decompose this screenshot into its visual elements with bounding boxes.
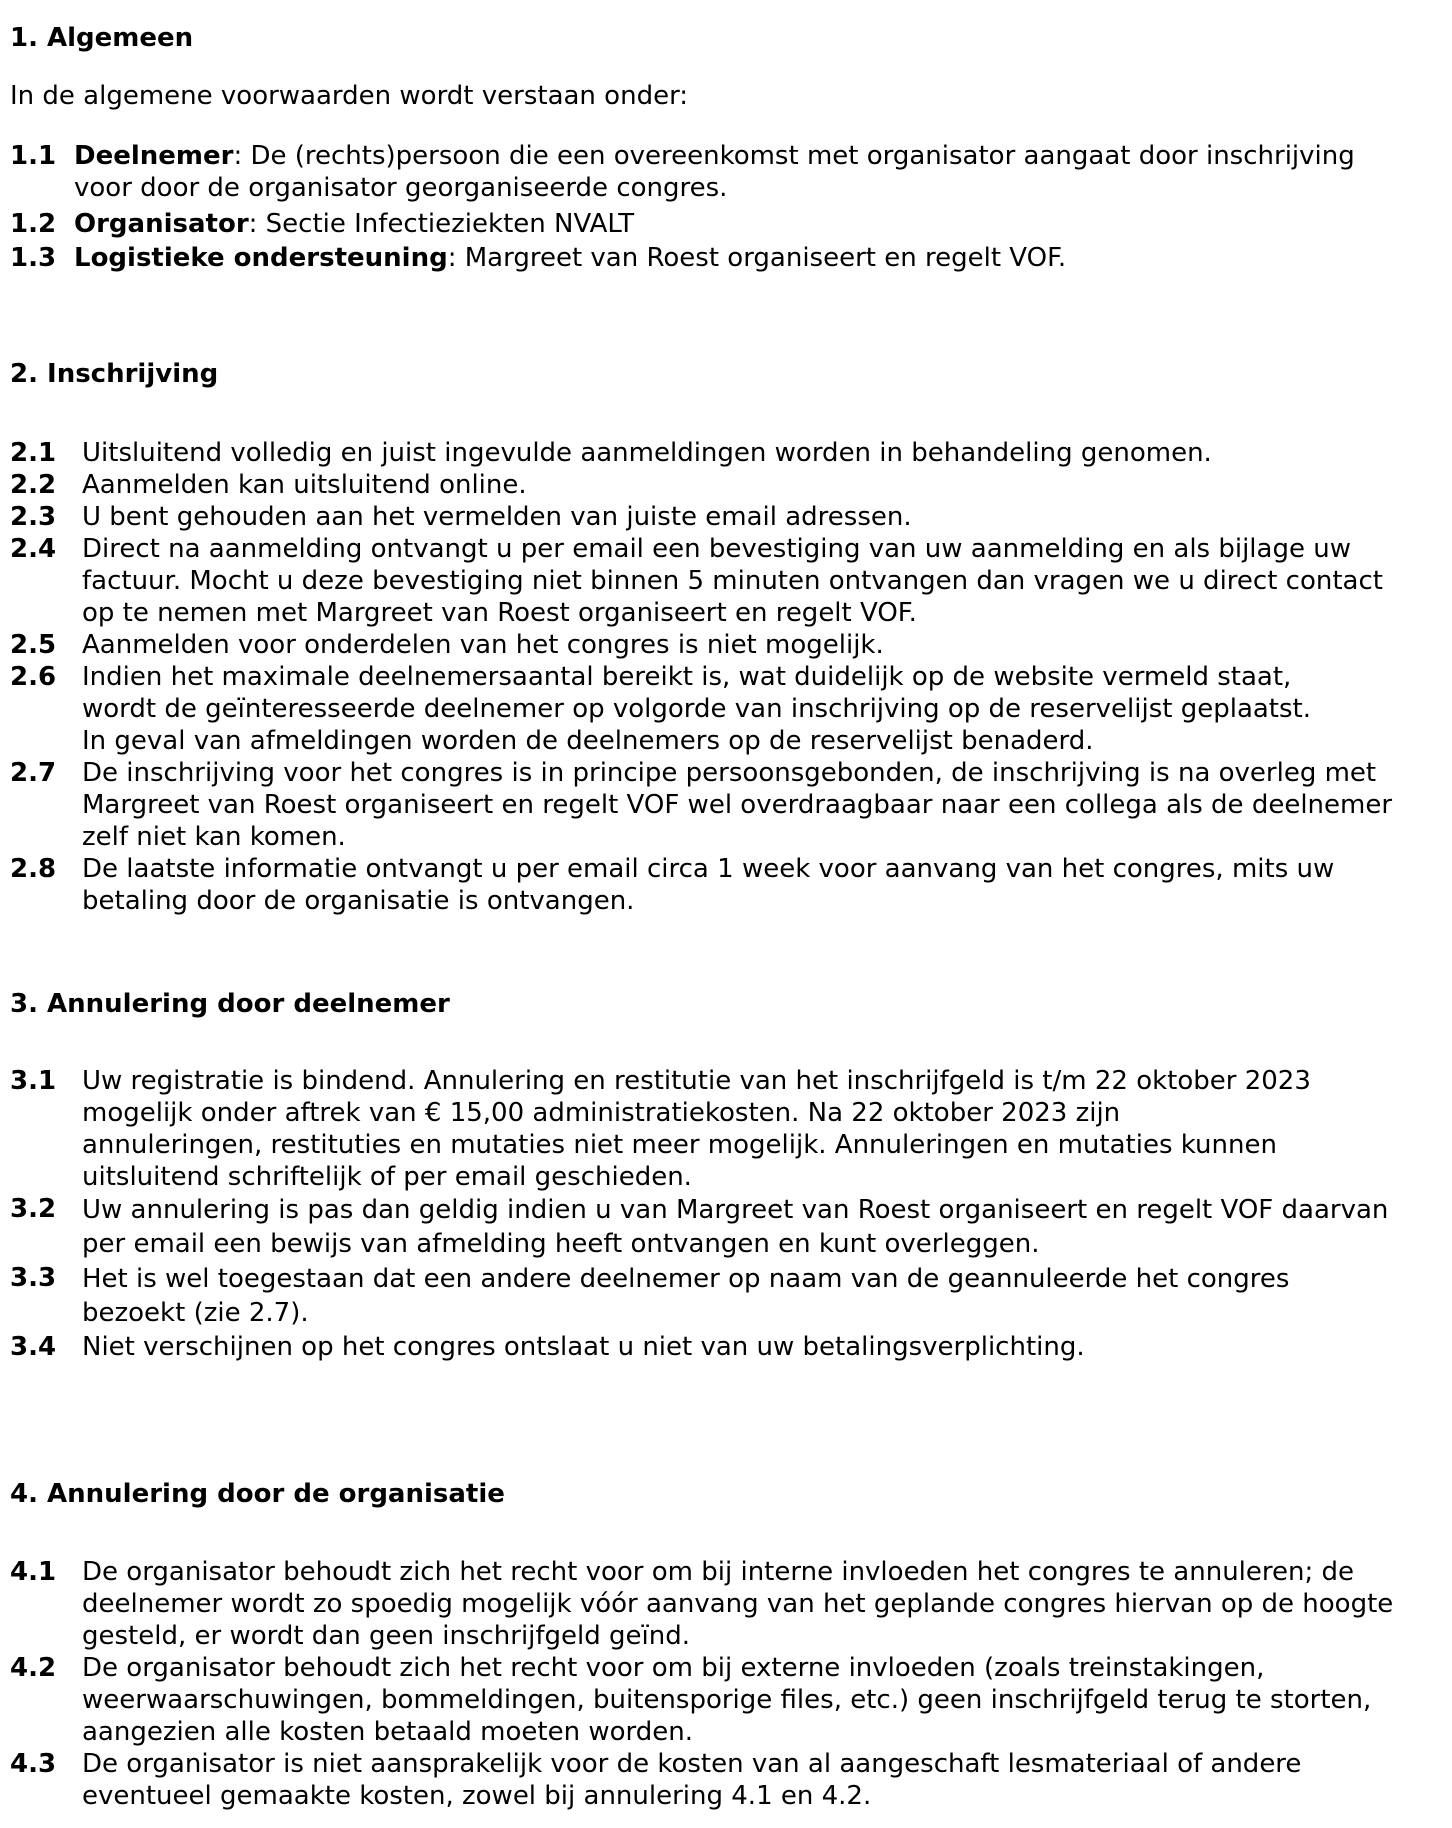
clause-number: 1.1: [10, 141, 57, 171]
clause-2-1: [10, 437, 1430, 469]
clause-line: Aanmelden voor onderdelen van het congres is niet mogelijk.: [82, 630, 884, 660]
clause-number: 2.1: [10, 438, 57, 468]
clause-2-4: [10, 533, 1430, 629]
clause-2-8: [10, 853, 1430, 917]
clause-line: De organisator is niet aansprakelijk voor de kosten van al aangeschaft lesmateriaal of andere: [82, 1749, 1302, 1779]
clause-line: Het is wel toegestaan dat een andere deelnemer op naam van de geannuleerde het congres: [82, 1264, 1290, 1294]
clause-line: Aanmelden kan uitsluitend online.: [82, 470, 527, 500]
clause-line: De inschrijving voor het congres is in principe persoonsgebonden, de inschrijving is na overleg met: [82, 758, 1377, 788]
clause-line: betaling door de organisatie is ontvangen.: [82, 886, 635, 916]
clause-text: [82, 469, 1430, 501]
clause-line: Indien het maximale deelnemersaantal bereikt is, wat duidelijk op de website vermeld staat,: [82, 662, 1292, 692]
clause-term: Deelnemer: [74, 141, 234, 171]
clause-text: [74, 208, 1430, 240]
clause-text: [82, 1556, 1430, 1652]
clause-number: 2.3: [10, 502, 57, 532]
clause-4-3: [10, 1748, 1430, 1812]
clause-line: deelnemer wordt zo spoedig mogelijk vóór aanvang van het geplande congres hiervan op de hoogte: [82, 1589, 1394, 1619]
section-heading-algemeen: 1. Algemeen: [10, 23, 194, 53]
clause-3-4: [10, 1331, 1430, 1363]
clause-number: 3.4: [10, 1332, 57, 1362]
clause-line: weerwaarschuwingen, bommeldingen, buitensporige files, etc.) geen inschrijfgeld terug te storten,: [82, 1685, 1372, 1715]
clause-line: eventueel gemaakte kosten, zowel bij annulering 4.1 en 4.2.: [82, 1781, 872, 1811]
clause-line: : De (rechts)persoon die een overeenkomst met organisator aangaat door inschrijving: [233, 141, 1355, 171]
clause-line: factuur. Mocht u deze bevestiging niet binnen 5 minuten ontvangen dan vragen we u direct contact: [82, 566, 1383, 596]
clause-number: 4.3: [10, 1749, 57, 1779]
clause-number: 1.3: [10, 243, 57, 273]
clause-line: : Sectie Infectieziekten NVALT: [248, 209, 635, 239]
clause-3-1: [10, 1065, 1430, 1193]
clause-2-7: [10, 757, 1430, 853]
section-intro: In de algemene voorwaarden wordt verstaan onder:: [10, 81, 689, 111]
clause-line: wordt de geïnteresseerde deelnemer op volgorde van inschrijving op de reservelijst geplaatst.: [82, 694, 1312, 724]
clause-number: 2.5: [10, 630, 57, 660]
clause-line: De organisator behoudt zich het recht voor om bij interne invloeden het congres te annuleren; de: [82, 1557, 1355, 1587]
clause-term: Logistieke ondersteuning: [74, 243, 448, 273]
clause-text: [82, 853, 1430, 917]
clause-number: 3.2: [10, 1194, 57, 1224]
clause-number: 4.1: [10, 1557, 57, 1587]
clause-number: 4.2: [10, 1653, 57, 1683]
clause-text: [82, 533, 1430, 629]
clause-number: 1.2: [10, 209, 57, 239]
clause-1-1: [10, 140, 1430, 204]
clause-text: [82, 1748, 1430, 1812]
clause-line: per email een bewijs van afmelding heeft ontvangen en kunt overleggen.: [82, 1229, 1040, 1259]
clause-line: In geval van afmeldingen worden de deelnemers op de reservelijst benaderd.: [82, 726, 1094, 756]
section-heading-annulering-deelnemer: 3. Annulering door deelnemer: [10, 989, 450, 1019]
clause-line: mogelijk onder aftrek van € 15,00 administratiekosten. Na 22 oktober 2023 zijn: [82, 1098, 1121, 1128]
clause-4-1: [10, 1556, 1430, 1652]
clause-text: [82, 1652, 1430, 1748]
clause-line: Direct na aanmelding ontvangt u per email een bevestiging van uw aanmelding en als bijlage uw: [82, 534, 1351, 564]
clause-number: 2.2: [10, 470, 57, 500]
clause-line: annuleringen, restituties en mutaties niet meer mogelijk. Annuleringen en mutaties kunnen: [82, 1130, 1277, 1160]
clause-term: Organisator: [74, 209, 249, 239]
clause-number: 2.8: [10, 854, 57, 884]
clause-text: [82, 1262, 1430, 1330]
clause-line: bezoekt (zie 2.7).: [82, 1298, 309, 1328]
clause-text: [82, 661, 1430, 757]
clause-line: Uw registratie is bindend. Annulering en restitutie van het inschrijfgeld is t/m 22 oktober 2023: [82, 1066, 1311, 1096]
clause-4-2: [10, 1652, 1430, 1748]
clause-text: [82, 501, 1430, 533]
clause-text: [82, 1331, 1430, 1363]
clause-line: Uw annulering is pas dan geldig indien u van Margreet van Roest organiseert en regelt VOF daarvan: [82, 1195, 1389, 1225]
clause-line: Margreet van Roest organiseert en regelt VOF wel overdraagbaar naar een collega als de deelnemer: [82, 790, 1393, 820]
clause-line: U bent gehouden aan het vermelden van juiste email adressen.: [82, 502, 912, 532]
clause-text: [74, 242, 1430, 274]
clause-2-5: [10, 629, 1430, 661]
clause-line: De laatste informatie ontvangt u per email circa 1 week voor aanvang van het congres, mits uw: [82, 854, 1335, 884]
clause-2-6: [10, 661, 1430, 757]
section-heading-inschrijving: 2. Inschrijving: [10, 359, 219, 389]
clause-number: 3.3: [10, 1263, 57, 1293]
clause-3-3: [10, 1262, 1430, 1330]
clause-text: [74, 140, 1430, 204]
clause-text: [82, 757, 1430, 853]
clause-text: [82, 437, 1430, 469]
clause-1-3: [10, 242, 1430, 274]
section-heading-annulering-organisatie: 4. Annulering door de organisatie: [10, 1479, 505, 1509]
clause-number: 2.6: [10, 662, 57, 692]
clause-line: uitsluitend schriftelijk of per email geschieden.: [82, 1162, 692, 1192]
clause-3-2: [10, 1193, 1430, 1261]
clause-line: Uitsluitend volledig en juist ingevulde aanmeldingen worden in behandeling genomen.: [82, 438, 1212, 468]
clause-line: : Margreet van Roest organiseert en regelt VOF.: [447, 243, 1067, 273]
clause-2-2: [10, 469, 1430, 501]
clause-text: [82, 1065, 1430, 1193]
clause-line: op te nemen met Margreet van Roest organiseert en regelt VOF.: [82, 598, 917, 628]
clause-text: [82, 1193, 1430, 1261]
clause-1-2: [10, 208, 1430, 240]
clause-text: [82, 629, 1430, 661]
clause-2-3: [10, 501, 1430, 533]
clause-line: gesteld, er wordt dan geen inschrijfgeld geïnd.: [82, 1621, 691, 1651]
clause-line: aangezien alle kosten betaald moeten worden.: [82, 1717, 693, 1747]
clause-number: 2.4: [10, 534, 57, 564]
clause-line: voor door de organisator georganiseerde congres.: [74, 173, 728, 203]
clause-number: 2.7: [10, 758, 57, 788]
clause-number: 3.1: [10, 1066, 57, 1096]
clause-line: Niet verschijnen op het congres ontslaat u niet van uw betalingsverplichting.: [82, 1332, 1085, 1362]
clause-line: De organisator behoudt zich het recht voor om bij externe invloeden (zoals treinstakingen,: [82, 1653, 1265, 1683]
clause-line: zelf niet kan komen.: [82, 822, 346, 852]
